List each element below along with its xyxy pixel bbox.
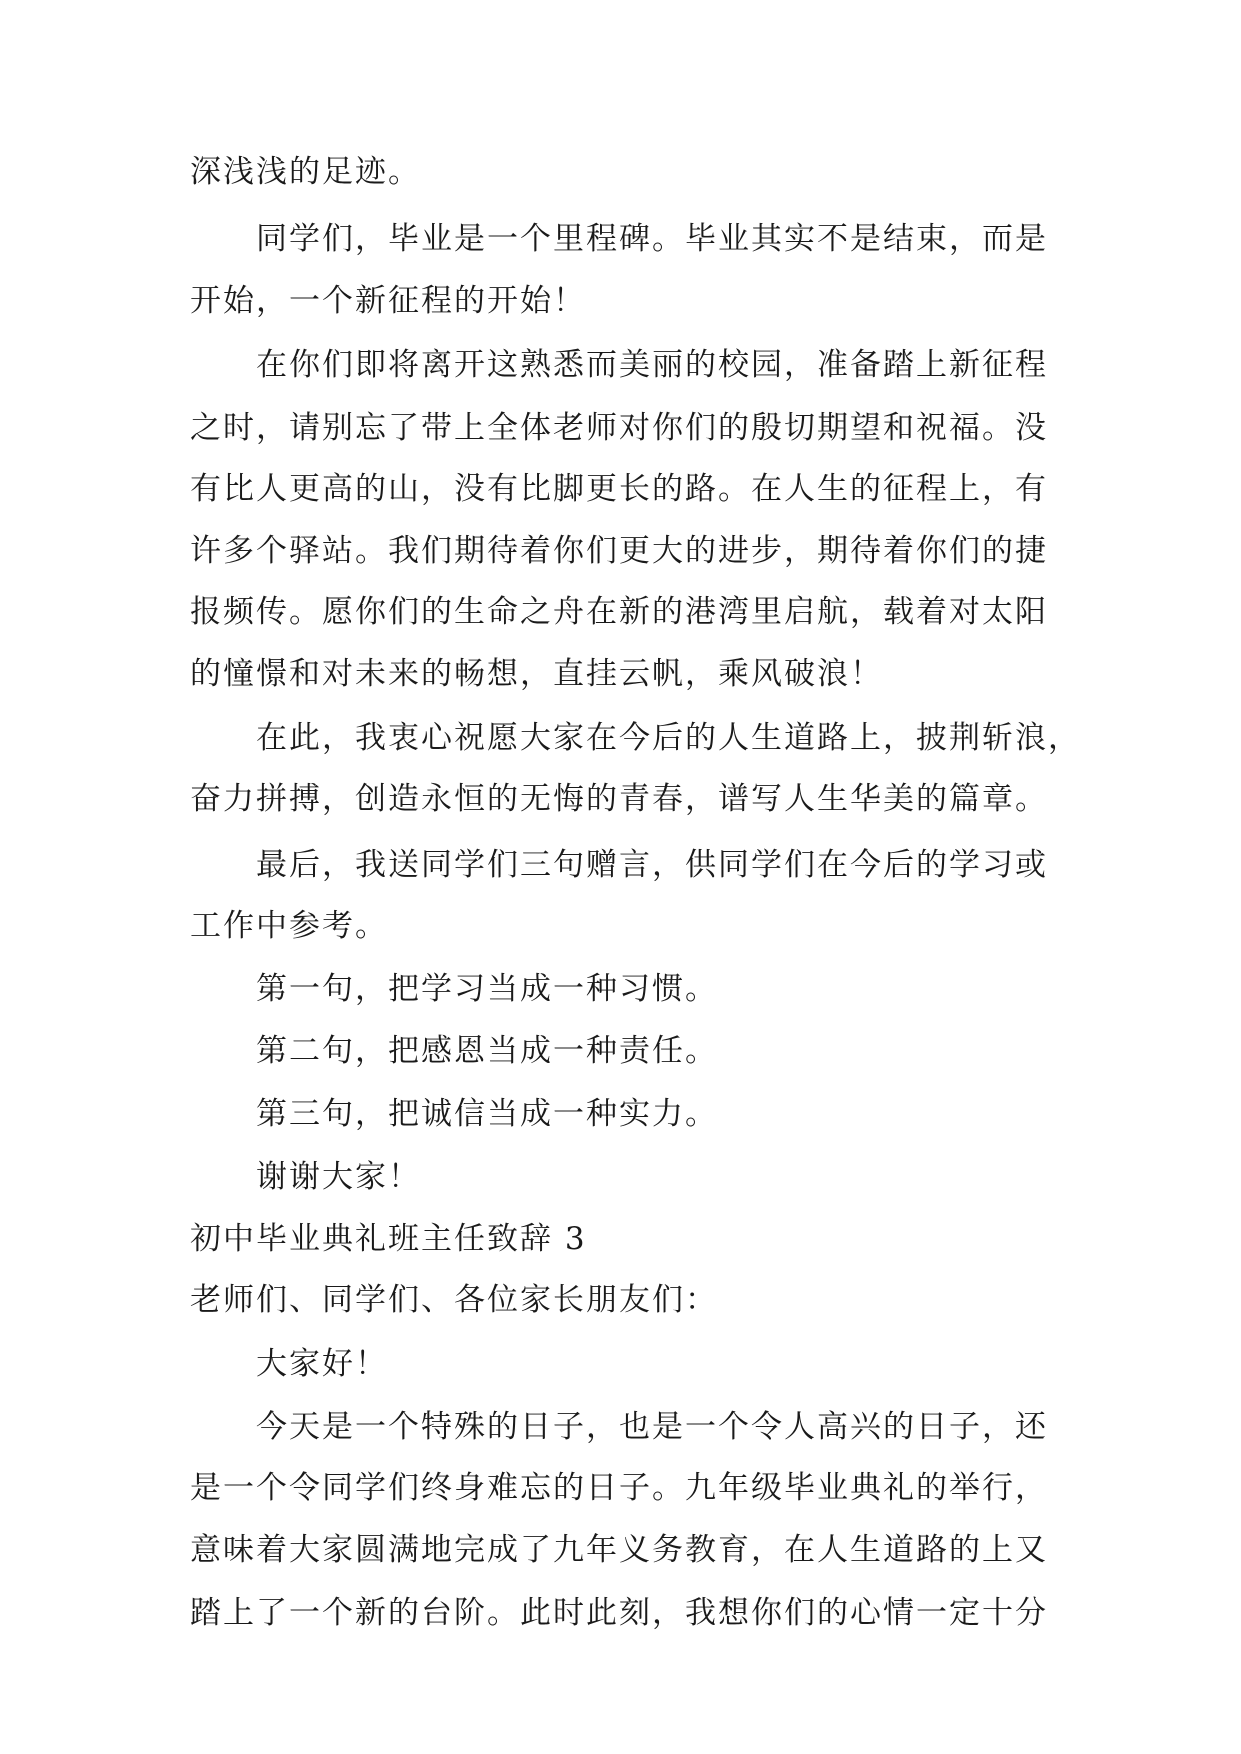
text-line: 报频传。愿你们的生命之舟在新的港湾里启航，载着对太阳 [190,594,1048,630]
text-line: 工作中参考。 [190,908,388,944]
text-line: 有比人更高的山，没有比脚更长的路。在人生的征程上，有 [190,471,1048,507]
text-line: 许多个驿站。我们期待着你们更大的进步，期待着你们的捷 [190,533,1048,569]
text-line: 奋力拼搏，创造永恒的无悔的青春，谱写人生华美的篇章。 [190,781,1048,817]
text-line: 深浅浅的足迹。 [190,154,421,190]
paragraph-line: 在你们即将离开这熟悉而美丽的校园，准备踏上新征程 [256,347,1048,383]
paragraph-line: 在此，我衷心祝愿大家在今后的人生道路上，披荆斩浪， [256,720,1081,756]
paragraph-line: 大家好！ [256,1346,388,1382]
paragraph-line: 同学们，毕业是一个里程碑。毕业其实不是结束，而是 [256,221,1048,257]
text-line: 的憧憬和对未来的畅想，直挂云帆，乘风破浪！ [190,656,883,692]
text-line: 是一个令同学们终身难忘的日子。九年级毕业典礼的举行， [190,1470,1048,1506]
paragraph-line: 今天是一个特殊的日子，也是一个令人高兴的日子，还 [256,1409,1048,1445]
paragraph-line: 谢谢大家！ [256,1159,421,1195]
text-line: 开始，一个新征程的开始！ [190,283,586,319]
text-line: 之时，请别忘了带上全体老师对你们的殷切期望和祝福。没 [190,410,1048,446]
paragraph-line: 第一句，把学习当成一种习惯。 [256,971,718,1007]
paragraph-line: 第三句，把诚信当成一种实力。 [256,1096,718,1132]
text-line: 踏上了一个新的台阶。此时此刻，我想你们的心情一定十分 [190,1595,1048,1631]
salutation-line: 老师们、同学们、各位家长朋友们： [190,1282,718,1318]
text-line: 意味着大家圆满地完成了九年义务教育，在人生道路的上又 [190,1532,1048,1568]
paragraph-line: 第二句，把感恩当成一种责任。 [256,1033,718,1069]
section-heading: 初中毕业典礼班主任致辞 3 [190,1221,587,1257]
paragraph-line: 最后，我送同学们三句赠言，供同学们在今后的学习或 [256,847,1048,883]
